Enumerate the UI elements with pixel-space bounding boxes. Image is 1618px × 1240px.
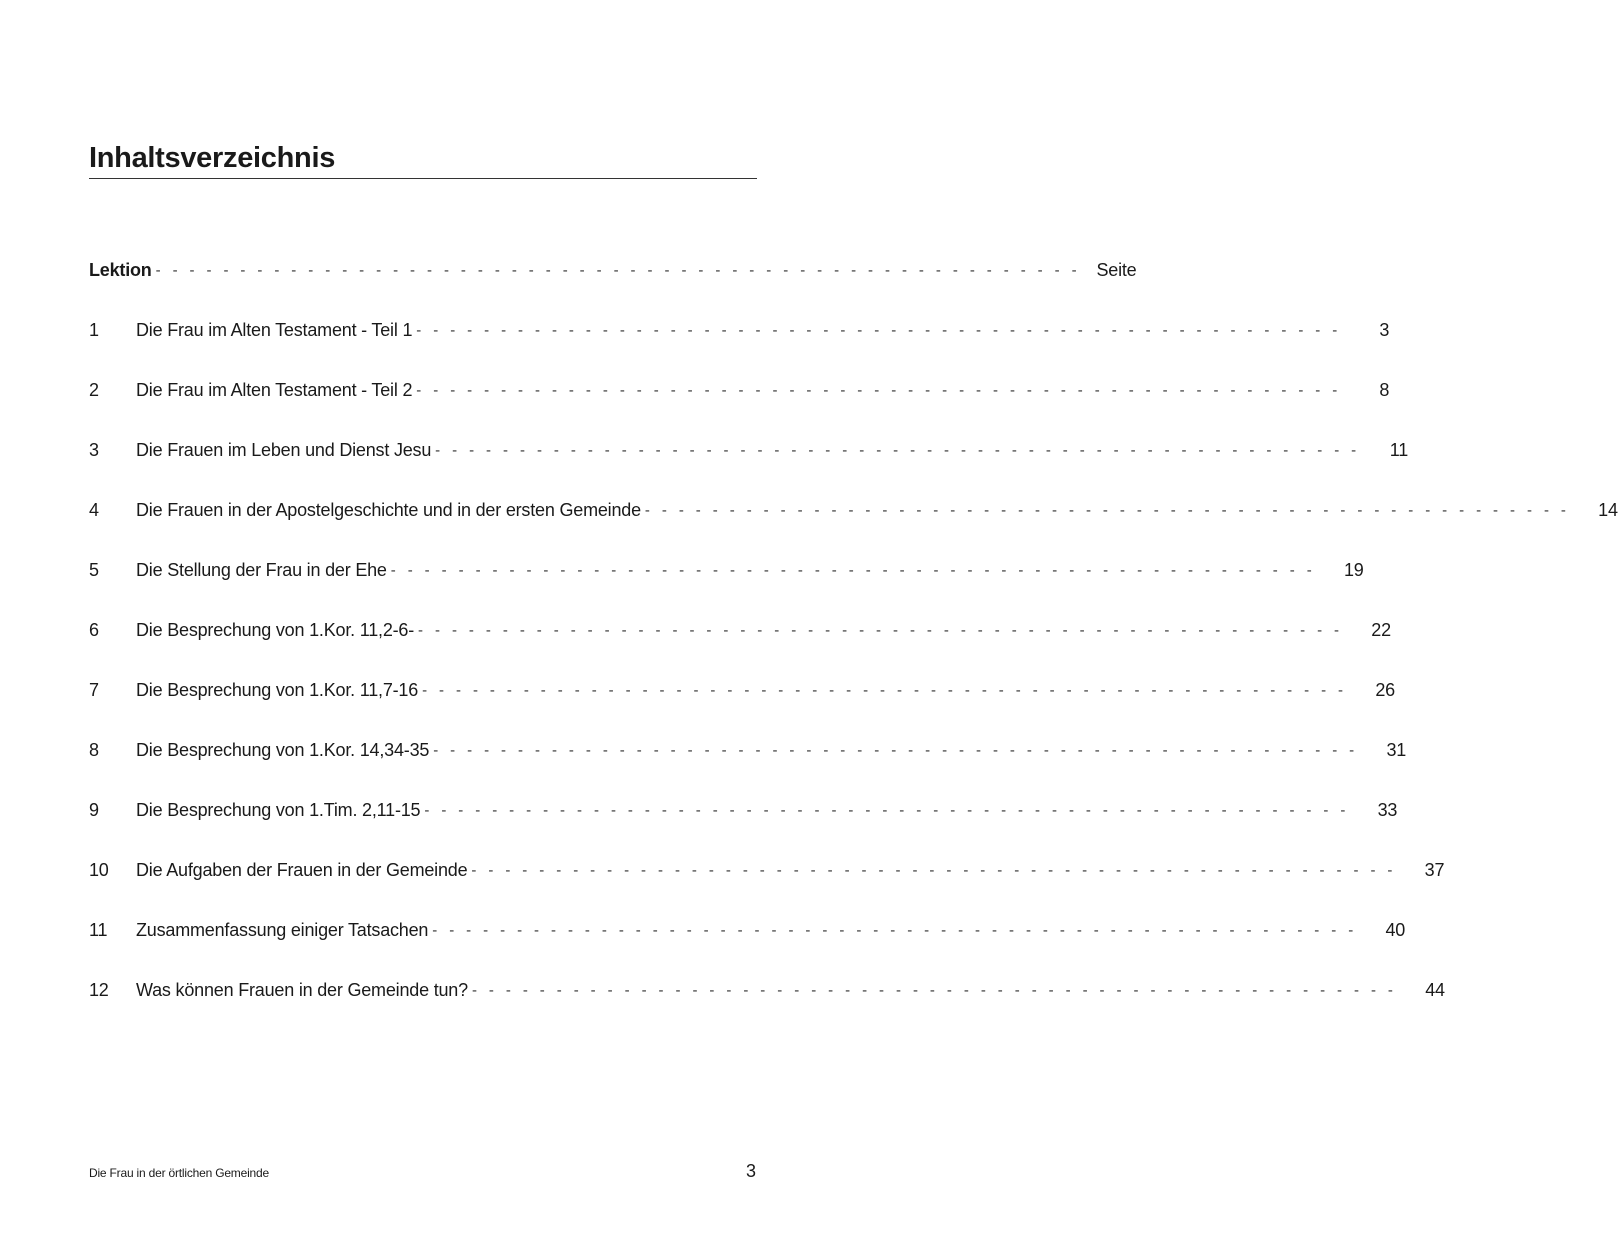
toc-entry-title: Die Besprechung von 1.Tim. 2,11-15: [136, 799, 421, 820]
dot-leader: - - - - - - - - - - - - - - - - - - - - - - - - - - - - - - - - - - - - - - - - - - - - - - - - - - - - - - -: [155, 261, 1081, 279]
dot-leader: - - - - - - - - - - - - - - - - - - - - - - - - - - - - - - - - - - - - - - - - - - - - - - - - - - - - - - -: [418, 621, 1343, 639]
toc-entry-title: Die Frauen im Leben und Dienst Jesu: [136, 439, 432, 460]
page-title: Inhaltsverzeichnis: [89, 138, 757, 179]
toc-entry-page: 26: [1375, 679, 1395, 700]
toc-header-lektion: Lektion: [89, 259, 152, 280]
dot-leader: - - - - - - - - - - - - - - - - - - - - - - - - - - - - - - - - - - - - - - - - - - - - - - - - - - - - - - -: [471, 981, 1397, 999]
footer-book-title: Die Frau in der örtlichen Gemeinde: [89, 1166, 269, 1180]
toc-entry-number: 5: [89, 559, 99, 580]
toc-entry-number: 1: [89, 319, 99, 340]
toc-entry-page: 40: [1385, 919, 1406, 940]
toc-entry[interactable]: [89, 310, 1390, 350]
toc-entry-number: 7: [89, 679, 99, 700]
dot-leader: - - - - - - - - - - - - - - - - - - - - - - - - - - - - - - - - - - - - - - - - - - - - - - - - - - - - - - -: [433, 741, 1359, 759]
toc-entry-page: 37: [1424, 859, 1445, 880]
dot-leader: - - - - - - - - - - - - - - - - - - - - - - - - - - - - - - - - - - - - - - - - - - - - - - - - - - - - - - -: [416, 321, 1342, 339]
toc-entry-number: 4: [89, 499, 99, 520]
toc-entry-title: Die Aufgaben der Frauen in der Gemeinde: [136, 859, 468, 880]
toc-entry-page: 31: [1386, 739, 1407, 760]
toc-entry-title: Die Besprechung von 1.Kor. 14,34-35: [136, 739, 430, 760]
toc-entry-page: 3: [1379, 319, 1390, 340]
toc-entry[interactable]: [89, 910, 1406, 950]
toc-entry-number: 10: [89, 859, 109, 880]
dot-leader: - - - - - - - - - - - - - - - - - - - - - - - - - - - - - - - - - - - - - - - - - - - - - - - - - - - - - - -: [390, 561, 1316, 579]
toc-entry-number: 12: [89, 979, 109, 1000]
footer-page-number: 3: [745, 1161, 756, 1181]
toc-entry-title: Die Besprechung von 1.Kor. 11,2-6-: [136, 619, 415, 640]
toc-entry-title: Zusammenfassung einiger Tatsachen: [136, 919, 429, 940]
toc-entry-number: 2: [89, 379, 99, 400]
toc-entry[interactable]: [89, 610, 1391, 650]
toc-entry[interactable]: [89, 970, 1445, 1010]
dot-leader: - - - - - - - - - - - - - - - - - - - - - - - - - - - - - - - - - - - - - - - - - - - - - - - - - - - - - - -: [644, 501, 1570, 519]
toc-entry-page: 33: [1377, 799, 1398, 820]
toc-entry-number: 3: [89, 439, 99, 460]
toc-entry[interactable]: [89, 550, 1364, 590]
dot-leader: - - - - - - - - - - - - - - - - - - - - - - - - - - - - - - - - - - - - - - - - - - - - - - - - - - - - - - -: [422, 681, 1347, 699]
toc-entry-number: 8: [89, 739, 99, 760]
toc-entry-title: Die Frau im Alten Testament - Teil 2: [136, 379, 413, 400]
toc-entry[interactable]: [89, 670, 1395, 710]
toc-entry[interactable]: [89, 850, 1445, 890]
toc-entry-page: 8: [1379, 379, 1390, 400]
toc-entry-title: Die Stellung der Frau in der Ehe: [136, 559, 387, 580]
toc-entry-page: 44: [1425, 979, 1445, 1000]
toc-entry-page: 14: [1598, 499, 1618, 520]
dot-leader: - - - - - - - - - - - - - - - - - - - - - - - - - - - - - - - - - - - - - - - - - - - - - - - - - - - - - - -: [435, 441, 1361, 459]
toc-entry-title: Die Frauen in der Apostelgeschichte und in der ersten Gemeinde: [136, 499, 641, 520]
dot-leader: - - - - - - - - - - - - - - - - - - - - - - - - - - - - - - - - - - - - - - - - - - - - - - - - - - - - - - -: [432, 921, 1358, 939]
toc-entry-number: 6: [89, 619, 99, 640]
toc-entry-page: 22: [1371, 619, 1391, 640]
toc-header-row: [89, 250, 1137, 290]
toc-entry-title: Die Frau im Alten Testament - Teil 1: [136, 319, 413, 340]
toc-entry-number: 11: [89, 919, 108, 940]
toc-entry-title: Die Besprechung von 1.Kor. 11,7-16: [136, 679, 419, 700]
toc-entry[interactable]: [89, 790, 1398, 830]
toc-entry-page: 19: [1344, 559, 1364, 580]
toc-entry-title: Was können Frauen in der Gemeinde tun?: [136, 979, 468, 1000]
dot-leader: - - - - - - - - - - - - - - - - - - - - - - - - - - - - - - - - - - - - - - - - - - - - - - - - - - - - - - -: [416, 381, 1342, 399]
toc-entry[interactable]: [89, 730, 1407, 770]
toc-entry[interactable]: [89, 490, 1618, 530]
toc-entry[interactable]: [89, 370, 1390, 410]
toc-entry-number: 9: [89, 799, 99, 820]
toc-entry[interactable]: [89, 430, 1409, 470]
toc-entry-page: 11: [1389, 439, 1409, 460]
toc-header-seite: Seite: [1096, 259, 1137, 280]
dot-leader: - - - - - - - - - - - - - - - - - - - - - - - - - - - - - - - - - - - - - - - - - - - - - - - - - - - - - - -: [471, 861, 1397, 879]
dot-leader: - - - - - - - - - - - - - - - - - - - - - - - - - - - - - - - - - - - - - - - - - - - - - - - - - - - - - - -: [424, 801, 1350, 819]
